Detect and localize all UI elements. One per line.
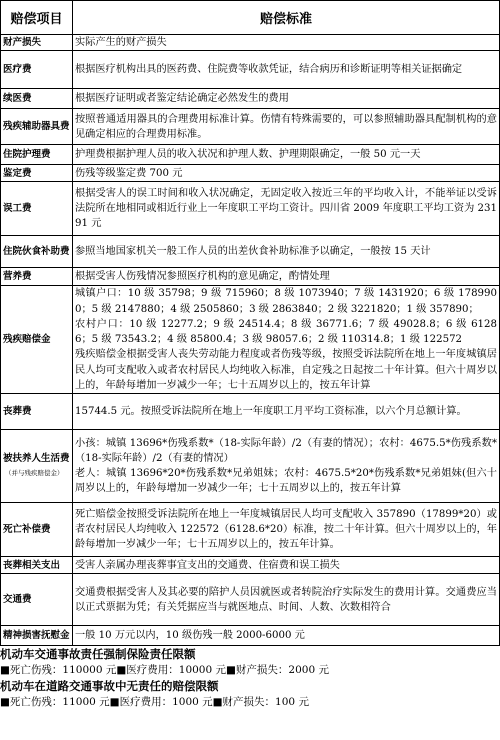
row-item-label: 残疾赔偿金 [3,334,51,346]
table-row [1,145,500,165]
row-standard [73,236,500,268]
standard-text: 小孩：城镇 13696*伤残系数*（18-实际年龄）/2（有妻的情况）；农村：4675.5*伤残系数*（18-实际年龄）/2（有妻的情况） [75,437,497,464]
standard-text: 15744.5 元。按照受诉法院所在地上一年度职工月平均工资标准，以六个月总额计算。 [75,406,467,418]
row-standard [73,165,500,182]
row-standard [73,557,500,574]
row-item-name [1,109,73,145]
row-item-label: 营养费 [3,271,32,283]
table-row [1,574,500,626]
row-item-label: 住院护理费 [3,149,51,161]
row-item-name [1,574,73,626]
standard-text: 根据受害人的误工时间和收入状况确定，无固定收入按近三年的平均收入计，不能举证以受诉法院所在地相同或相近行业上一年度职工平均工资计。四川省 2009 年度职工平均工资为 23191 元 [75,187,497,230]
table-row [1,503,500,557]
table-row [1,430,500,503]
standard-text: 城镇户口：10 级 35798；9 级 715960；8 级 1073940；7 级 1431920；6 级 1789900；5 级 2147880；4 级 2505860；3 级 2863840；2 级 3221820；1 级 357890； [75,288,497,315]
standard-text: 根据受害人伤残情况参照医疗机构的意见确定，酌情处理 [75,271,330,283]
standard-text: 死亡赔偿金按照受诉法院所在地上一年度城镇居民人均可支配收入 357890（17899*20）或者农村居民人均纯收入 122572（6128.6*20）标准，按二十年计算。但六十周岁以上的，年龄每增加一岁减少一年；七十五周岁以上的，按五年计算。 [75,508,497,551]
row-standard [73,286,500,394]
footer-heading-no-fault: 机动车在道路交通事故中无责任的赔偿限额 [0,679,219,693]
standard-text: 参照当地国家机关一般工作人员的出差伙食补助标准予以确定，一般按 15 天计 [75,246,431,258]
table-row [1,286,500,394]
row-standard [73,626,500,646]
row-item-label: 财产损失 [3,37,42,49]
standard-text: 伤残等级鉴定费 700 元 [75,167,183,179]
table-row [1,182,500,236]
row-item-label: 精神损害抚慰金 [3,630,70,642]
header-standard: 赔偿标准 [73,1,500,35]
table-row [1,51,500,89]
table-row [1,557,500,574]
row-standard [73,89,500,109]
standard-text: 农村户口：10 级 12277.2；9 级 24514.4；8 级 36771.6；7 级 49028.8；6 级 61286；5 级 73543.2；4 级 85800.4；3 级 98057.6；2 级 110314.8；1 级 122572 [75,318,497,346]
row-standard [73,574,500,626]
row-item-name [1,51,73,89]
standard-text: 残疾赔偿金根据受害人丧失劳动能力程度或者伤残等级，按照受诉法院所在地上一年度城镇居民人均可支配收入或者农村居民人均纯收入标准，自定残之日起按二十年计算。但六十周岁以上的，年龄每增加一岁减少一年；七十五周岁以上的，按五年计算 [75,349,497,391]
row-item-label: 鉴定费 [3,167,32,179]
row-item-name [1,557,73,574]
row-item-label: 被扶养人生活费 [3,453,70,465]
footer-heading-compulsory: 机动车交通事故责任强制保险责任限额 [0,647,196,661]
row-item-label: 医疗费 [3,64,32,76]
standard-text: 根据医疗证明或者鉴定结论确定必然发生的费用 [75,93,289,105]
row-standard [73,503,500,557]
footer-limits-no-fault: ■死亡伤残：11000 元■医疗费用：1000 元■财产损失：100 元 [0,696,309,708]
standard-text: 一般 10 万元以内，10 级伤残一般 2000-6000 元 [75,630,305,642]
table-row [1,626,500,646]
row-item-name [1,394,73,430]
row-standard [73,430,500,503]
row-item-name [1,268,73,286]
table-row [1,35,500,51]
row-item-label: 丧葬相关支出 [3,559,61,571]
row-item-name [1,286,73,394]
table-row [1,236,500,268]
standard-text: 老人：城镇 13696*20*伤残系数*兄弟姐妹；农村：4675.5*20*伤残系数*兄弟姐妹(但六十周岁以上的，年龄每增加一岁减少一年；七十五周岁以上的，按五年计算 [75,468,497,495]
table-row [1,268,500,286]
standard-text: 按照普通适用器具的合理费用标准计算。伤情有特殊需要的，可以参照辅助器具配制机构的意见确定相应的合理费用标准。 [75,113,497,140]
row-standard [73,145,500,165]
row-standard [73,51,500,89]
row-standard [73,268,500,286]
row-item-label: 误工费 [3,203,32,215]
row-item-label: 丧葬费 [3,406,32,418]
row-item-name [1,626,73,646]
table-row [1,109,500,145]
row-item-name [1,35,73,51]
row-item-note: （并与残疾赔偿金） [5,469,64,478]
row-item-name [1,165,73,182]
row-standard [73,109,500,145]
row-item-name [1,182,73,236]
table-row [1,165,500,182]
row-item-name [1,145,73,165]
standard-text: 交通费根据受害人及其必要的陪护人员因就医或者转院治疗实际发生的费用计算。交通费应当以正式票据为凭；有关凭据应当与就医地点、时间、人数、次数相符合 [75,586,497,613]
footer-limits-compulsory: ■死亡伤残：110000 元■医疗费用：10000 元■财产损失：2000 元 [0,664,329,676]
table-row [1,89,500,109]
standard-text: 实际产生的财产损失 [75,37,167,48]
row-item-name [1,236,73,268]
standard-text: 护理费根据护理人员的收入状况和护理人数、护理期限确定，一般 50 元一天 [75,149,421,161]
row-item-name [1,430,73,503]
row-standard [73,35,500,51]
row-standard [73,394,500,430]
row-item-label: 续医费 [3,93,32,105]
standard-text: 受害人亲属办理丧葬事宜支出的交通费、住宿费和误工损失 [75,559,340,571]
header-item: 赔偿项目 [1,1,73,35]
table-row [1,394,500,430]
row-item-label: 残疾辅助器具费 [3,121,70,133]
insurance-limits [0,646,498,710]
row-item-label: 交通费 [3,594,32,606]
standard-text: 根据医疗机构出具的医药费、住院费等收款凭证，结合病历和诊断证明等相关证据确定 [75,64,463,76]
table-header-row [1,1,500,35]
row-item-name [1,89,73,109]
table-body [1,35,500,646]
row-standard [73,182,500,236]
row-item-label: 死亡补偿费 [3,524,51,536]
row-item-name [1,503,73,557]
row-item-label: 住院伙食补助费 [3,246,70,258]
